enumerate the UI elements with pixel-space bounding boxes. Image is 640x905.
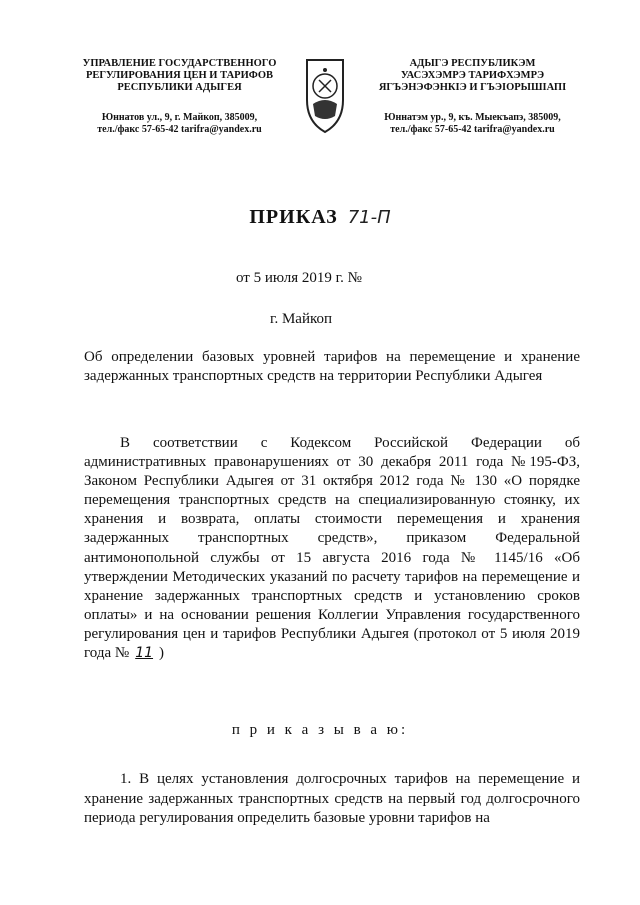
right-address-line-1: Юннатэм ур., 9, къ. Мыекъапэ, 385009, (384, 112, 561, 123)
preamble-text: В соответствии с Кодексом Российской Федерации об административных правонарушениях от 30 декабря 2011 года №195-ФЗ, Законом Республики Адыгея от 31 октября 2012 года № 130 «О порядке перемещения транспортных средств на специализированную стоянку, их хранения и возврата, оплаты стоимости перемещения и хранения задержанных транспортных средств», приказом Федеральной антимонопольной службы от 15 августа 2016 года № 1145/16 «Об утверждении Методических указаний по расчету тарифов на перемещение и хранение задержанных транспортных средств и установлению сроков оплаты» и на основании решения Коллегии Управления государственного регулирования цен и тарифов Республики Адыгея (протокол от 5 июля 2019 года № (84, 435, 580, 662)
coat-of-arms-emblem-icon (299, 56, 351, 136)
preamble-paragraph (84, 434, 580, 663)
header-right-block (360, 58, 585, 136)
date-line: от 5 июля 2019 г. № (236, 270, 362, 286)
subject-heading: Об определении базовых уровней тарифов на перемещение и хранение задержанных транспортных средств на территории Республики Адыгея (84, 349, 580, 384)
city: г. Майкоп (270, 311, 333, 327)
right-address-line-2: тел./факс 57-65-42 tarifra@yandex.ru (390, 124, 555, 135)
left-org-line-3: РЕСПУБЛИКИ АДЫГЕЯ (117, 82, 242, 93)
order-verb: п р и к а з ы в а ю: (231, 722, 409, 738)
protocol-number-handwritten: 11 (135, 645, 154, 662)
document-title (0, 206, 640, 229)
left-address (72, 112, 287, 136)
right-org-line-2: УАСЭХЭМРЭ ТАРИФХЭМРЭ (400, 70, 545, 81)
point-1-paragraph (84, 770, 580, 829)
right-org-line-1: АДЫГЭ РЕСПУБЛИКЭМ (409, 58, 536, 69)
right-address (360, 112, 585, 136)
left-org-line-1: УПРАВЛЕНИЕ ГОСУДАРСТВЕННОГО (82, 58, 277, 69)
order-number-handwritten: 71-П (347, 207, 391, 228)
left-org-line-2: РЕГУЛИРОВАНИЯ ЦЕН И ТАРИФОВ (85, 70, 274, 81)
left-address-line-2: тел./факс 57-65-42 tarifra@yandex.ru (97, 124, 262, 135)
right-org-line-3: ЯГЪЭНЭФЭНКIЭ И ГЪЭIОРЫШIАПI (378, 82, 567, 93)
point-1-text: 1. В целях установления долгосрочных тарифов на перемещение и хранение задержанных транспортных средств на первый год долгосрочного периода регулирования определить базовые уровни тарифов на (84, 771, 580, 826)
title-text: ПРИКАЗ (249, 206, 338, 228)
preamble-tail: ) (159, 645, 165, 662)
header-left-block (72, 58, 287, 136)
left-address-line-1: Юннатов ул., 9, г. Майкоп, 385009, (101, 112, 258, 123)
